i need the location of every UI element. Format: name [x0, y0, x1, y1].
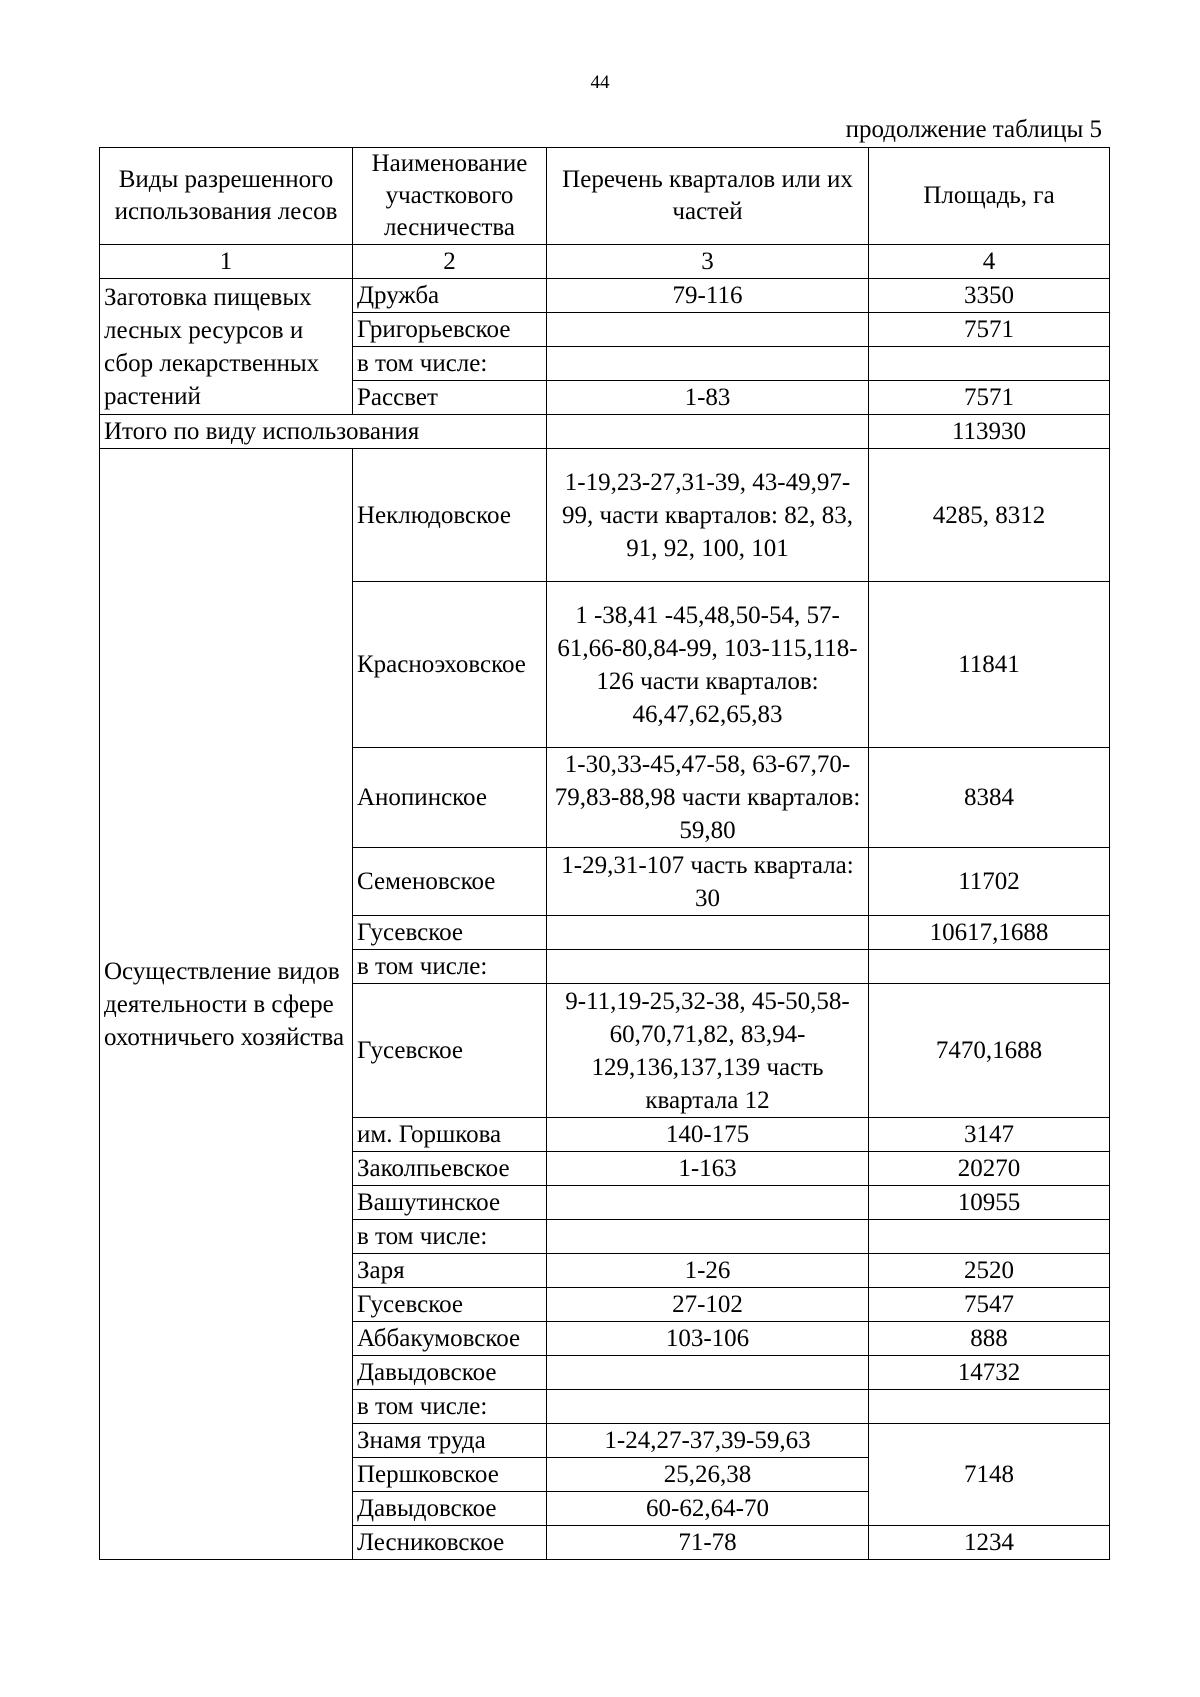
quarters-cell: 1-24,27-37,39-59,63: [547, 1424, 869, 1458]
area-cell: [869, 950, 1110, 984]
quarters-cell: [547, 1186, 869, 1220]
forestry-name-cell: Анопинское: [353, 748, 547, 848]
forestry-name-cell: в том числе:: [353, 1220, 547, 1254]
use-type-cell: Заготовка пищевых лесных ресурсов и сбор лекарственных растений: [100, 279, 353, 415]
quarters-cell: 1 -38,41 -45,48,50-54, 57-61,66-80,84-99, 103-115,118-126 части кварталов: 46,47,62,65,83: [547, 582, 869, 748]
quarters-cell: [547, 950, 869, 984]
quarters-cell: 79-116: [547, 279, 869, 313]
area-cell-merged: 7148: [869, 1424, 1110, 1526]
forestry-name-cell: Красноэховское: [353, 582, 547, 748]
quarters-cell: 1-29,31-107 часть квартала: 30: [547, 848, 869, 916]
forestry-name-cell: Заря: [353, 1254, 547, 1288]
area-cell: 14732: [869, 1356, 1110, 1390]
forestry-name-cell: Семеновское: [353, 848, 547, 916]
area-cell: 1234: [869, 1526, 1110, 1560]
area-cell: 20270: [869, 1152, 1110, 1186]
quarters-cell: 103-106: [547, 1322, 869, 1356]
table-caption: продолжение таблицы 5: [845, 116, 1102, 143]
page-number: 44: [590, 72, 610, 93]
forestry-name-cell: Першковское: [353, 1458, 547, 1492]
total-label: Итого по виду использования: [100, 415, 547, 449]
area-cell: 10955: [869, 1186, 1110, 1220]
column-number-row: [100, 245, 1110, 279]
quarters-cell: [547, 347, 869, 381]
area-cell: 3147: [869, 1118, 1110, 1152]
forestry-name-cell: Рассвет: [353, 381, 547, 415]
column-number: 1: [100, 245, 353, 279]
total-row: [100, 415, 1110, 449]
forestry-name-cell: Давыдовское: [353, 1492, 547, 1526]
empty-cell: [547, 415, 869, 449]
table-row: [100, 279, 1110, 313]
quarters-cell: 1-83: [547, 381, 869, 415]
header-quarters: Перечень кварталов или их частей: [547, 148, 869, 245]
forestry-name-cell: Гусевское: [353, 984, 547, 1118]
forestry-name-cell: им. Горшкова: [353, 1118, 547, 1152]
forestry-name-cell: в том числе:: [353, 950, 547, 984]
column-number: 2: [353, 245, 547, 279]
forestry-name-cell: Гусевское: [353, 916, 547, 950]
area-cell: 8384: [869, 748, 1110, 848]
column-number: 3: [547, 245, 869, 279]
quarters-cell: 140-175: [547, 1118, 869, 1152]
forest-use-table: [99, 147, 1110, 1560]
area-cell: [869, 1390, 1110, 1424]
forestry-name-cell: Лесниковское: [353, 1526, 547, 1560]
quarters-cell: [547, 1220, 869, 1254]
forestry-name-cell: в том числе:: [353, 347, 547, 381]
area-cell: 7571: [869, 381, 1110, 415]
quarters-cell: 25,26,38: [547, 1458, 869, 1492]
area-cell: 10617,1688: [869, 916, 1110, 950]
area-cell: 11702: [869, 848, 1110, 916]
header-use-type: Виды разрешенного использования лесов: [100, 148, 353, 245]
area-cell: 2520: [869, 1254, 1110, 1288]
forestry-name-cell: Дружба: [353, 279, 547, 313]
area-cell: [869, 347, 1110, 381]
area-cell: 3350: [869, 279, 1110, 313]
quarters-cell: 27-102: [547, 1288, 869, 1322]
forestry-name-cell: Григорьевское: [353, 313, 547, 347]
forestry-name-cell: в том числе:: [353, 1390, 547, 1424]
quarters-cell: 1-19,23-27,31-39, 43-49,97-99, части кварталов: 82, 83, 91, 92, 100, 101: [547, 449, 869, 582]
area-cell: 4285, 8312: [869, 449, 1110, 582]
header-forestry-name: Наименование участкового лесничества: [353, 148, 547, 245]
quarters-cell: 1-30,33-45,47-58, 63-67,70-79,83-88,98 части кварталов: 59,80: [547, 748, 869, 848]
forestry-name-cell: Знамя труда: [353, 1424, 547, 1458]
forestry-name-cell: Неклюдовское: [353, 449, 547, 582]
forestry-name-cell: Гусевское: [353, 1288, 547, 1322]
quarters-cell: [547, 1356, 869, 1390]
quarters-cell: 71-78: [547, 1526, 869, 1560]
header-row: [100, 148, 1110, 245]
quarters-cell: 60-62,64-70: [547, 1492, 869, 1526]
quarters-cell: [547, 916, 869, 950]
quarters-cell: 1-26: [547, 1254, 869, 1288]
forestry-name-cell: Аббакумовское: [353, 1322, 547, 1356]
column-number: 4: [869, 245, 1110, 279]
area-cell: 888: [869, 1322, 1110, 1356]
quarters-cell: 1-163: [547, 1152, 869, 1186]
table-row: [100, 449, 1110, 582]
forestry-name-cell: Заколпьевское: [353, 1152, 547, 1186]
use-type-cell: Осуществление видов деятельности в сфере охотничьего хозяйства: [100, 449, 353, 1560]
header-area: Площадь, га: [869, 148, 1110, 245]
area-cell: 7571: [869, 313, 1110, 347]
total-value: 113930: [869, 415, 1110, 449]
quarters-cell: [547, 313, 869, 347]
area-cell: [869, 1220, 1110, 1254]
area-cell: 11841: [869, 582, 1110, 748]
quarters-cell: 9-11,19-25,32-38, 45-50,58-60,70,71,82, 83,94-129,136,137,139 часть квартала 12: [547, 984, 869, 1118]
area-cell: 7470,1688: [869, 984, 1110, 1118]
quarters-cell: [547, 1390, 869, 1424]
forestry-name-cell: Вашутинское: [353, 1186, 547, 1220]
area-cell: 7547: [869, 1288, 1110, 1322]
forestry-name-cell: Давыдовское: [353, 1356, 547, 1390]
